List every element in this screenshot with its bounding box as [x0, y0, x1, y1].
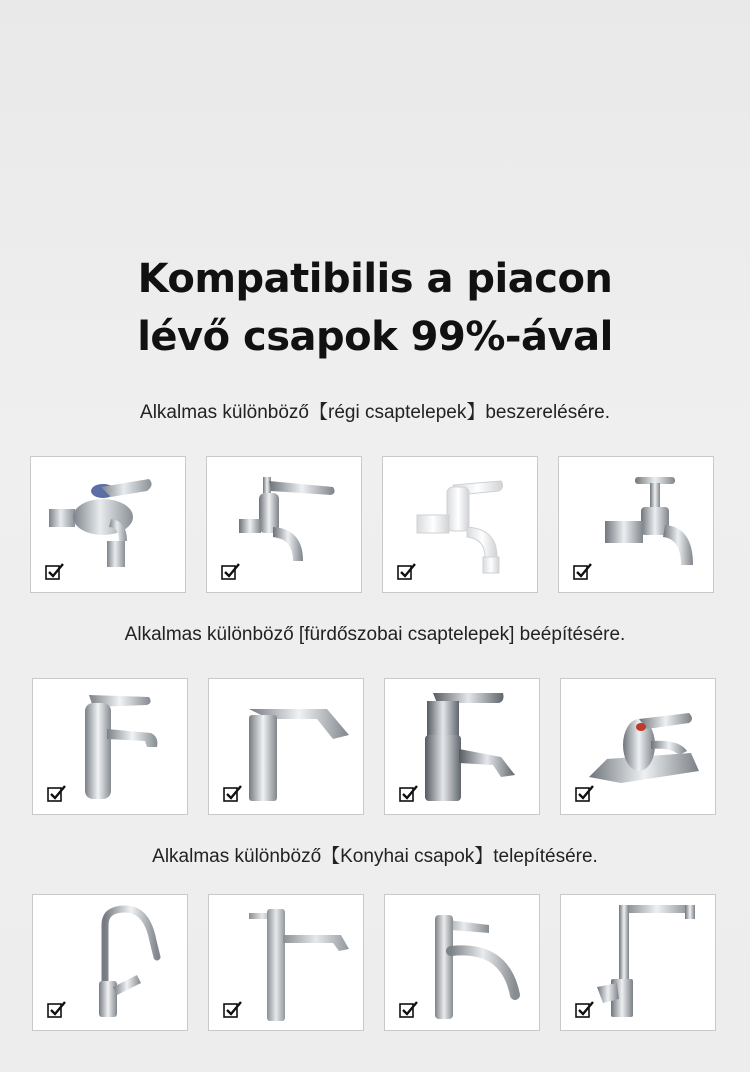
faucet-tile: [560, 894, 716, 1031]
faucet-tile: [558, 456, 714, 593]
section-caption-bathroom: Alkalmas különböző [fürdőszobai csaptelepek] beépítésére.: [124, 624, 626, 645]
page-heading: [0, 250, 750, 366]
checkbox-checked-icon: [575, 1000, 595, 1018]
faucet-tile: [32, 894, 188, 1031]
checkbox-checked-icon: [221, 562, 241, 580]
section-caption-old-taps: Alkalmas különböző【régi csaptelepek】beszerelésére.: [140, 402, 610, 423]
faucet-tile: [206, 456, 362, 593]
checkbox-checked-icon: [223, 1000, 243, 1018]
checkbox-checked-icon: [573, 562, 593, 580]
checkbox-checked-icon: [45, 562, 65, 580]
faucet-row-kitchen: [0, 894, 750, 1034]
faucet-tile: [384, 678, 540, 815]
faucet-tile: [32, 678, 188, 815]
faucet-tile: [208, 678, 364, 815]
checkbox-checked-icon: [575, 784, 595, 802]
checkbox-checked-icon: [47, 784, 67, 802]
section-caption-kitchen: Alkalmas különböző【Konyhai csapok】telepítésére.: [152, 846, 598, 867]
faucet-tile: [560, 678, 716, 815]
heading-line-1: Kompatibilis a piacon: [137, 256, 613, 302]
faucet-row-bathroom: [0, 678, 750, 818]
faucet-row-old: [0, 456, 750, 596]
checkbox-checked-icon: [223, 784, 243, 802]
checkbox-checked-icon: [399, 784, 419, 802]
faucet-tile: [30, 456, 186, 593]
checkbox-checked-icon: [397, 562, 417, 580]
faucet-tile: [384, 894, 540, 1031]
checkbox-checked-icon: [399, 1000, 419, 1018]
faucet-tile: [382, 456, 538, 593]
faucet-tile: [208, 894, 364, 1031]
heading-line-2: lévő csapok 99%-ával: [137, 314, 613, 360]
checkbox-checked-icon: [47, 1000, 67, 1018]
